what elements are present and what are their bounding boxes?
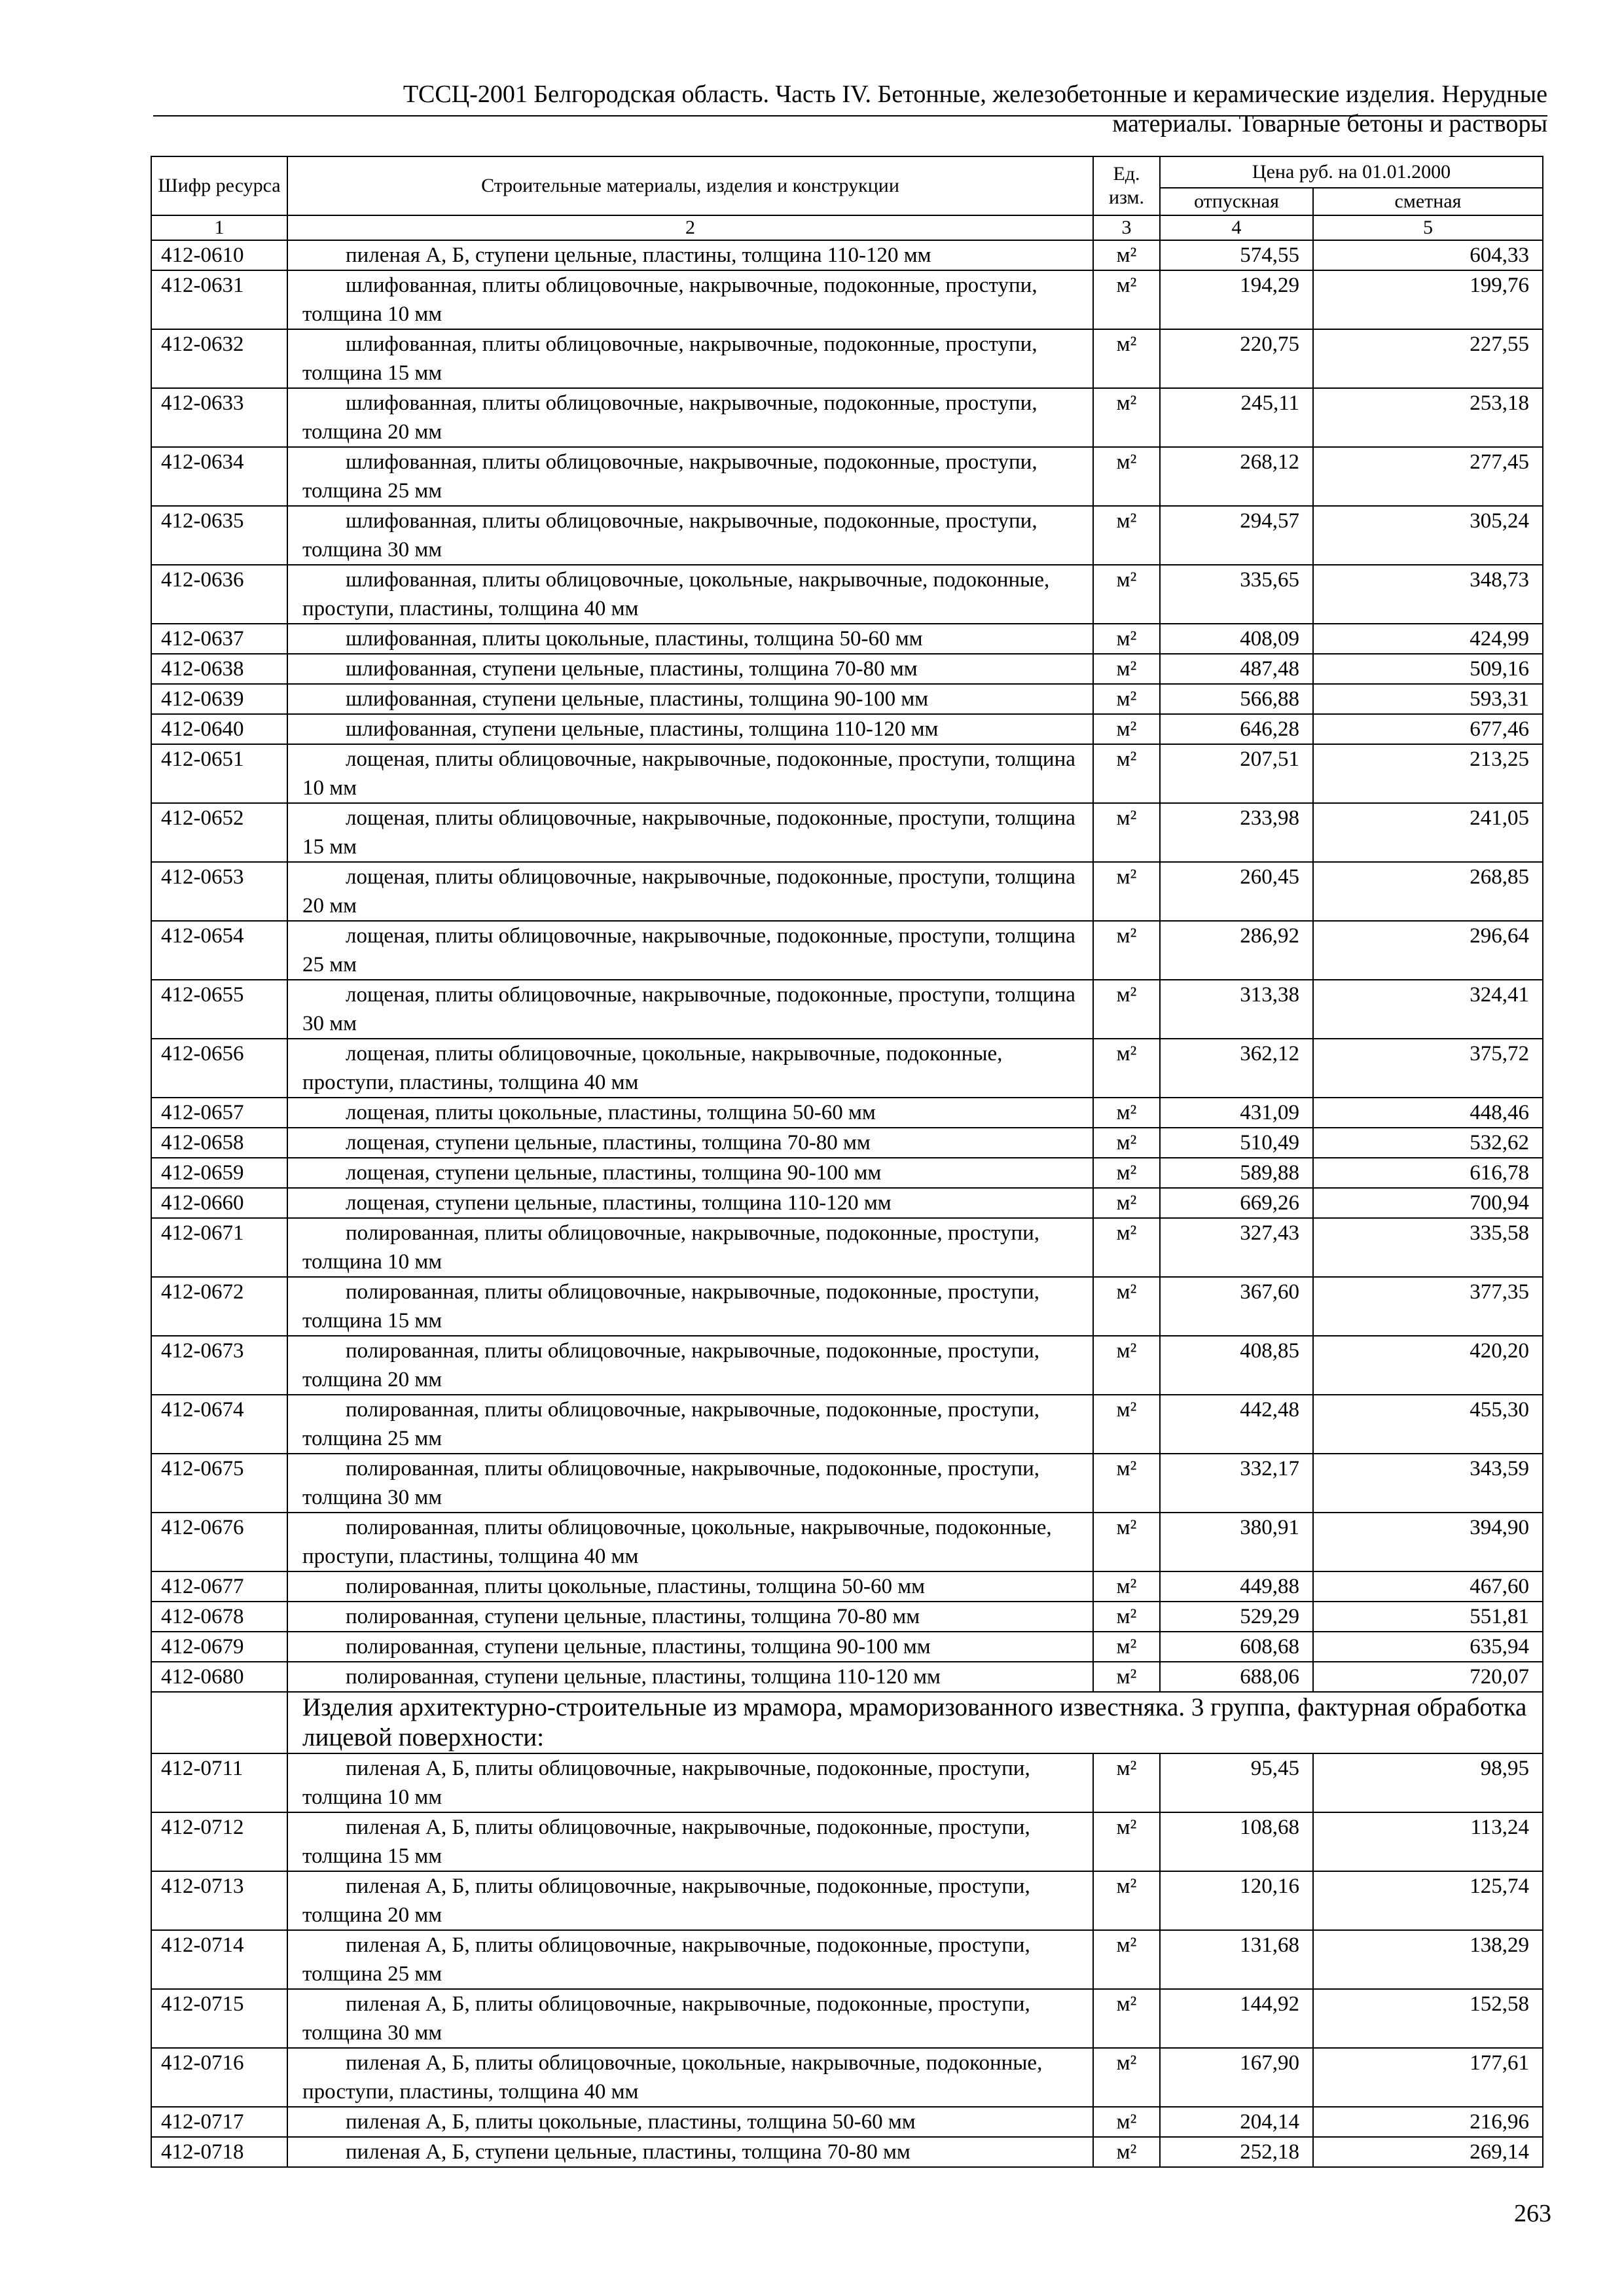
material-description: полированная, ступени цельные, пластины, толщина 90-100 мм	[287, 1632, 1093, 1662]
resource-code: 412-0640	[151, 714, 287, 744]
price-release: 566,88	[1160, 684, 1313, 714]
table-row	[151, 1602, 1543, 1632]
unit-of-measure: м²	[1093, 1277, 1160, 1336]
price-estimate: 448,46	[1313, 1098, 1543, 1128]
material-description: лощеная, плиты облицовочные, накрывочные, подоконные, проступи, толщина 30 мм	[287, 980, 1093, 1039]
unit-of-measure: м²	[1093, 1336, 1160, 1395]
material-description: полированная, плиты облицовочные, накрывочные, подоконные, проступи, толщина 10 мм	[287, 1218, 1093, 1277]
price-estimate: 343,59	[1313, 1454, 1543, 1513]
material-description: шлифованная, плиты цокольные, пластины, толщина 50-60 мм	[287, 624, 1093, 654]
resource-code: 412-0713	[151, 1871, 287, 1930]
column-number: 3	[1093, 215, 1160, 240]
table-row	[151, 1930, 1543, 1989]
unit-of-measure: м²	[1093, 1602, 1160, 1632]
material-description: полированная, плиты облицовочные, цокольные, накрывочные, подоконные, проступи, пластины, толщина 40 мм	[287, 1513, 1093, 1571]
price-estimate: 296,64	[1313, 921, 1543, 980]
resource-code: 412-0655	[151, 980, 287, 1039]
material-description: пиленая А, Б, плиты облицовочные, цокольные, накрывочные, подоконные, проступи, пластины, толщина 40 мм	[287, 2048, 1093, 2107]
table-row	[151, 1218, 1543, 1277]
resource-code: 412-0678	[151, 1602, 287, 1632]
material-description: шлифованная, ступени цельные, пластины, толщина 90-100 мм	[287, 684, 1093, 714]
price-estimate: 700,94	[1313, 1188, 1543, 1218]
price-release: 688,06	[1160, 1662, 1313, 1692]
price-release: 367,60	[1160, 1277, 1313, 1336]
table-row	[151, 862, 1543, 921]
material-description: полированная, плиты цокольные, пластины, толщина 50-60 мм	[287, 1571, 1093, 1602]
price-release: 268,12	[1160, 447, 1313, 506]
table-row	[151, 1871, 1543, 1930]
table-row	[151, 2137, 1543, 2167]
material-description: лощеная, плиты цокольные, пластины, толщина 50-60 мм	[287, 1098, 1093, 1128]
unit-of-measure: м²	[1093, 862, 1160, 921]
material-description: лощеная, ступени цельные, пластины, толщина 110-120 мм	[287, 1188, 1093, 1218]
table-row	[151, 1571, 1543, 1602]
unit-of-measure: м²	[1093, 1128, 1160, 1158]
price-release: 207,51	[1160, 744, 1313, 803]
price-estimate: 152,58	[1313, 1989, 1543, 2048]
resource-code: 412-0632	[151, 329, 287, 388]
unit-of-measure: м²	[1093, 447, 1160, 506]
price-estimate: 532,62	[1313, 1128, 1543, 1158]
unit-of-measure: м²	[1093, 1571, 1160, 1602]
table-row	[151, 654, 1543, 684]
material-description: лощеная, плиты облицовочные, накрывочные, подоконные, проступи, толщина 15 мм	[287, 803, 1093, 862]
price-release: 194,29	[1160, 270, 1313, 329]
resource-code: 412-0671	[151, 1218, 287, 1277]
table-row	[151, 1454, 1543, 1513]
price-estimate: 269,14	[1313, 2137, 1543, 2167]
price-estimate: 241,05	[1313, 803, 1543, 862]
material-description: полированная, ступени цельные, пластины, толщина 110-120 мм	[287, 1662, 1093, 1692]
price-release: 608,68	[1160, 1632, 1313, 1662]
price-release: 131,68	[1160, 1930, 1313, 1989]
price-release: 362,12	[1160, 1039, 1313, 1098]
resource-code: 412-0676	[151, 1513, 287, 1571]
material-description: лощеная, плиты облицовочные, накрывочные, подоконные, проступи, толщина 25 мм	[287, 921, 1093, 980]
price-release: 260,45	[1160, 862, 1313, 921]
col-header-price-estimate: сметная	[1313, 188, 1543, 215]
resource-code: 412-0673	[151, 1336, 287, 1395]
price-release: 245,11	[1160, 388, 1313, 447]
column-number: 1	[151, 215, 287, 240]
unit-of-measure: м²	[1093, 1930, 1160, 1989]
material-description: шлифованная, плиты облицовочные, накрывочные, подоконные, проступи, толщина 30 мм	[287, 506, 1093, 565]
price-release: 313,38	[1160, 980, 1313, 1039]
unit-of-measure: м²	[1093, 1753, 1160, 1812]
price-release: 108,68	[1160, 1812, 1313, 1871]
resource-code: 412-0672	[151, 1277, 287, 1336]
price-release: 144,92	[1160, 1989, 1313, 2048]
material-description: полированная, плиты облицовочные, накрывочные, подоконные, проступи, толщина 15 мм	[287, 1277, 1093, 1336]
price-release: 120,16	[1160, 1871, 1313, 1930]
resource-code: 412-0718	[151, 2137, 287, 2167]
unit-of-measure: м²	[1093, 1812, 1160, 1871]
table-row	[151, 980, 1543, 1039]
unit-of-measure: м²	[1093, 1871, 1160, 1930]
price-release: 449,88	[1160, 1571, 1313, 1602]
section-code-cell	[151, 1692, 287, 1753]
material-description: шлифованная, плиты облицовочные, накрывочные, подоконные, проступи, толщина 15 мм	[287, 329, 1093, 388]
price-estimate: 375,72	[1313, 1039, 1543, 1098]
unit-of-measure: м²	[1093, 2107, 1160, 2137]
col-header-desc: Строительные материалы, изделия и конструкции	[287, 156, 1093, 215]
price-release: 335,65	[1160, 565, 1313, 624]
price-table	[151, 156, 1543, 2168]
table-row	[151, 1662, 1543, 1692]
page-number: 263	[1514, 2200, 1551, 2227]
resource-code: 412-0638	[151, 654, 287, 684]
resource-code: 412-0712	[151, 1812, 287, 1871]
unit-of-measure: м²	[1093, 744, 1160, 803]
material-description: лощеная, ступени цельные, пластины, толщина 90-100 мм	[287, 1158, 1093, 1188]
table-row	[151, 1188, 1543, 1218]
resource-code: 412-0657	[151, 1098, 287, 1128]
price-release: 510,49	[1160, 1128, 1313, 1158]
unit-of-measure: м²	[1093, 270, 1160, 329]
price-release: 646,28	[1160, 714, 1313, 744]
table-row	[151, 1513, 1543, 1571]
table-row	[151, 1812, 1543, 1871]
price-release: 408,09	[1160, 624, 1313, 654]
resource-code: 412-0675	[151, 1454, 287, 1513]
material-description: лощеная, ступени цельные, пластины, толщина 70-80 мм	[287, 1128, 1093, 1158]
resource-code: 412-0680	[151, 1662, 287, 1692]
table-row	[151, 1158, 1543, 1188]
price-estimate: 348,73	[1313, 565, 1543, 624]
price-estimate: 509,16	[1313, 654, 1543, 684]
unit-of-measure: м²	[1093, 1158, 1160, 1188]
resource-code: 412-0635	[151, 506, 287, 565]
resource-code: 412-0631	[151, 270, 287, 329]
resource-code: 412-0674	[151, 1395, 287, 1454]
price-estimate: 177,61	[1313, 2048, 1543, 2107]
unit-of-measure: м²	[1093, 1989, 1160, 2048]
material-description: лощеная, плиты облицовочные, накрывочные, подоконные, проступи, толщина 20 мм	[287, 862, 1093, 921]
resource-code: 412-0659	[151, 1158, 287, 1188]
table-row	[151, 1632, 1543, 1662]
resource-code: 412-0660	[151, 1188, 287, 1218]
material-description: пиленая А, Б, плиты цокольные, пластины, толщина 50-60 мм	[287, 2107, 1093, 2137]
price-release: 487,48	[1160, 654, 1313, 684]
table-row	[151, 624, 1543, 654]
price-release: 529,29	[1160, 1602, 1313, 1632]
unit-of-measure: м²	[1093, 2137, 1160, 2167]
price-release: 589,88	[1160, 1158, 1313, 1188]
unit-of-measure: м²	[1093, 1454, 1160, 1513]
column-number: 2	[287, 215, 1093, 240]
resource-code: 412-0637	[151, 624, 287, 654]
unit-of-measure: м²	[1093, 803, 1160, 862]
resource-code: 412-0651	[151, 744, 287, 803]
table-row	[151, 1039, 1543, 1098]
resource-code: 412-0677	[151, 1571, 287, 1602]
price-estimate: 113,24	[1313, 1812, 1543, 1871]
price-estimate: 335,58	[1313, 1218, 1543, 1277]
unit-of-measure: м²	[1093, 329, 1160, 388]
price-estimate: 324,41	[1313, 980, 1543, 1039]
table-row	[151, 240, 1543, 270]
unit-of-measure: м²	[1093, 506, 1160, 565]
resource-code: 412-0679	[151, 1632, 287, 1662]
unit-of-measure: м²	[1093, 980, 1160, 1039]
material-description: пиленая А, Б, плиты облицовочные, накрывочные, подоконные, проступи, толщина 15 мм	[287, 1812, 1093, 1871]
price-release: 380,91	[1160, 1513, 1313, 1571]
material-description: шлифованная, плиты облицовочные, цокольные, накрывочные, подоконные, проступи, пластины, толщина 40 мм	[287, 565, 1093, 624]
unit-of-measure: м²	[1093, 654, 1160, 684]
price-estimate: 720,07	[1313, 1662, 1543, 1692]
material-description: пиленая А, Б, ступени цельные, пластины, толщина 110-120 мм	[287, 240, 1093, 270]
unit-of-measure: м²	[1093, 1098, 1160, 1128]
table-row	[151, 1395, 1543, 1454]
price-estimate: 277,45	[1313, 447, 1543, 506]
resource-code: 412-0633	[151, 388, 287, 447]
price-estimate: 677,46	[1313, 714, 1543, 744]
resource-code: 412-0715	[151, 1989, 287, 2048]
table-row	[151, 684, 1543, 714]
price-release: 327,43	[1160, 1218, 1313, 1277]
price-release: 95,45	[1160, 1753, 1313, 1812]
unit-of-measure: м²	[1093, 1662, 1160, 1692]
col-header-code: Шифр ресурса	[151, 156, 287, 215]
price-estimate: 424,99	[1313, 624, 1543, 654]
price-estimate: 227,55	[1313, 329, 1543, 388]
column-number: 5	[1313, 215, 1543, 240]
unit-of-measure: м²	[1093, 1218, 1160, 1277]
table-row	[151, 1753, 1543, 1812]
col-header-price-release: отпускная	[1160, 188, 1313, 215]
resource-code: 412-0636	[151, 565, 287, 624]
table-row	[151, 921, 1543, 980]
price-release: 574,55	[1160, 240, 1313, 270]
price-release: 252,18	[1160, 2137, 1313, 2167]
material-description: шлифованная, плиты облицовочные, накрывочные, подоконные, проступи, толщина 20 мм	[287, 388, 1093, 447]
resource-code: 412-0714	[151, 1930, 287, 1989]
price-estimate: 616,78	[1313, 1158, 1543, 1188]
unit-of-measure: м²	[1093, 1188, 1160, 1218]
price-estimate: 268,85	[1313, 862, 1543, 921]
price-estimate: 138,29	[1313, 1930, 1543, 1989]
resource-code: 412-0717	[151, 2107, 287, 2137]
table-row	[151, 388, 1543, 447]
price-estimate: 305,24	[1313, 506, 1543, 565]
price-estimate: 593,31	[1313, 684, 1543, 714]
price-release: 220,75	[1160, 329, 1313, 388]
resource-code: 412-0716	[151, 2048, 287, 2107]
price-release: 233,98	[1160, 803, 1313, 862]
price-estimate: 125,74	[1313, 1871, 1543, 1930]
price-release: 669,26	[1160, 1188, 1313, 1218]
price-release: 431,09	[1160, 1098, 1313, 1128]
price-estimate: 199,76	[1313, 270, 1543, 329]
col-header-price: Цена руб. на 01.01.2000	[1160, 156, 1543, 188]
material-description: лощеная, плиты облицовочные, цокольные, накрывочные, подоконные, проступи, пластины, толщина 40 мм	[287, 1039, 1093, 1098]
price-estimate: 98,95	[1313, 1753, 1543, 1812]
resource-code: 412-0634	[151, 447, 287, 506]
header-rule	[153, 115, 1547, 117]
column-number-row	[151, 215, 1543, 240]
price-estimate: 551,81	[1313, 1602, 1543, 1632]
price-estimate: 420,20	[1313, 1336, 1543, 1395]
material-description: пиленая А, Б, плиты облицовочные, накрывочные, подоконные, проступи, толщина 10 мм	[287, 1753, 1093, 1812]
section-heading-row	[151, 1692, 1543, 1753]
column-number: 4	[1160, 215, 1313, 240]
material-description: шлифованная, ступени цельные, пластины, толщина 70-80 мм	[287, 654, 1093, 684]
table-row	[151, 565, 1543, 624]
header-line-1: ТССЦ-2001 Белгородская область. Часть IV. Бетонные, железобетонные и керамические изделия. Нерудные	[403, 81, 1547, 108]
material-description: полированная, плиты облицовочные, накрывочные, подоконные, проступи, толщина 30 мм	[287, 1454, 1093, 1513]
unit-of-measure: м²	[1093, 921, 1160, 980]
unit-of-measure: м²	[1093, 1395, 1160, 1454]
price-estimate: 604,33	[1313, 240, 1543, 270]
resource-code: 412-0610	[151, 240, 287, 270]
price-estimate: 253,18	[1313, 388, 1543, 447]
price-release: 294,57	[1160, 506, 1313, 565]
material-description: полированная, плиты облицовочные, накрывочные, подоконные, проступи, толщина 20 мм	[287, 1336, 1093, 1395]
price-estimate: 455,30	[1313, 1395, 1543, 1454]
resource-code: 412-0653	[151, 862, 287, 921]
table-row	[151, 1989, 1543, 2048]
table-header-row	[151, 156, 1543, 188]
price-estimate: 394,90	[1313, 1513, 1543, 1571]
page-header	[153, 80, 1547, 139]
resource-code: 412-0656	[151, 1039, 287, 1098]
material-description: пиленая А, Б, ступени цельные, пластины, толщина 70-80 мм	[287, 2137, 1093, 2167]
price-estimate: 213,25	[1313, 744, 1543, 803]
price-release: 332,17	[1160, 1454, 1313, 1513]
price-release: 286,92	[1160, 921, 1313, 980]
resource-code: 412-0639	[151, 684, 287, 714]
table-row	[151, 1277, 1543, 1336]
unit-of-measure: м²	[1093, 624, 1160, 654]
unit-of-measure: м²	[1093, 565, 1160, 624]
material-description: пиленая А, Б, плиты облицовочные, накрывочные, подоконные, проступи, толщина 30 мм	[287, 1989, 1093, 2048]
price-release: 442,48	[1160, 1395, 1313, 1454]
unit-of-measure: м²	[1093, 714, 1160, 744]
price-release: 408,85	[1160, 1336, 1313, 1395]
material-description: шлифованная, плиты облицовочные, накрывочные, подоконные, проступи, толщина 25 мм	[287, 447, 1093, 506]
unit-of-measure: м²	[1093, 1632, 1160, 1662]
table-row	[151, 744, 1543, 803]
unit-of-measure: м²	[1093, 388, 1160, 447]
price-release: 167,90	[1160, 2048, 1313, 2107]
table-row	[151, 1098, 1543, 1128]
unit-of-measure: м²	[1093, 240, 1160, 270]
col-header-unit: Ед. изм.	[1093, 156, 1160, 215]
price-estimate: 635,94	[1313, 1632, 1543, 1662]
price-estimate: 467,60	[1313, 1571, 1543, 1602]
resource-code: 412-0658	[151, 1128, 287, 1158]
table-row	[151, 1128, 1543, 1158]
table-row	[151, 270, 1543, 329]
table-row	[151, 2107, 1543, 2137]
unit-of-measure: м²	[1093, 1039, 1160, 1098]
resource-code: 412-0652	[151, 803, 287, 862]
table-row	[151, 447, 1543, 506]
table-row	[151, 329, 1543, 388]
section-title: Изделия архитектурно-строительные из мрамора, мраморизованного известняка. 3 группа, фактурная обработка лицевой поверхности:	[287, 1692, 1543, 1753]
material-description: лощеная, плиты облицовочные, накрывочные, подоконные, проступи, толщина 10 мм	[287, 744, 1093, 803]
material-description: пиленая А, Б, плиты облицовочные, накрывочные, подоконные, проступи, толщина 20 мм	[287, 1871, 1093, 1930]
table-row	[151, 506, 1543, 565]
resource-code: 412-0711	[151, 1753, 287, 1812]
unit-of-measure: м²	[1093, 684, 1160, 714]
price-estimate: 216,96	[1313, 2107, 1543, 2137]
header-line-2: материалы. Товарные бетоны и растворы	[1112, 110, 1547, 137]
unit-of-measure: м²	[1093, 1513, 1160, 1571]
material-description: пиленая А, Б, плиты облицовочные, накрывочные, подоконные, проступи, толщина 25 мм	[287, 1930, 1093, 1989]
material-description: шлифованная, плиты облицовочные, накрывочные, подоконные, проступи, толщина 10 мм	[287, 270, 1093, 329]
table-row	[151, 803, 1543, 862]
table-row	[151, 2048, 1543, 2107]
material-description: полированная, плиты облицовочные, накрывочные, подоконные, проступи, толщина 25 мм	[287, 1395, 1093, 1454]
table-row	[151, 714, 1543, 744]
material-description: полированная, ступени цельные, пластины, толщина 70-80 мм	[287, 1602, 1093, 1632]
price-estimate: 377,35	[1313, 1277, 1543, 1336]
unit-of-measure: м²	[1093, 2048, 1160, 2107]
resource-code: 412-0654	[151, 921, 287, 980]
table-row	[151, 1336, 1543, 1395]
price-release: 204,14	[1160, 2107, 1313, 2137]
material-description: шлифованная, ступени цельные, пластины, толщина 110-120 мм	[287, 714, 1093, 744]
